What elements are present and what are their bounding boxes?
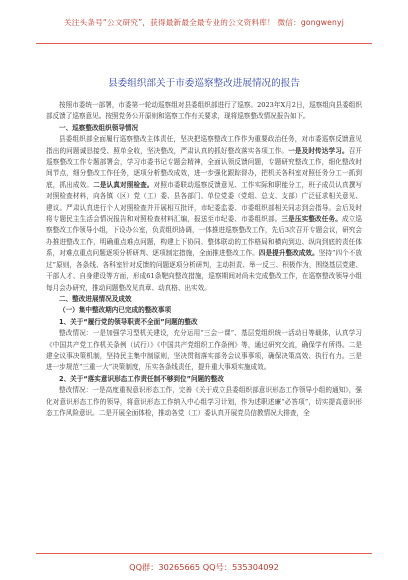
paragraph-text: 召开巡察整改工作专题部署会，学习市委书记专题会精神，全面认领反馈问题，专题研究整改工作，细化整改时间节点，细分整改工作任务，逐项分析整改成效，进一步强化跟踪督办，把机关各科室对照任务分工一抓到底，抓出成效。	[46, 146, 363, 189]
paragraph-intro: 按照市委统一部署，市委第一轮动巡察组对县委组织部进行了巡察。2023年X月2日，巡察组向县委组织部反馈了巡察意见。按照党务公开原则和巡察工作有关要求，现将巡察整改情况报告如下。	[46, 101, 362, 121]
section-heading-1: 一、巡察整改组织领导情况	[59, 123, 139, 132]
footer-contact: QQ群：30265665 QQ号：535304092	[129, 562, 279, 572]
paragraph-item-2: 整改情况：一是高度重视意识形态工作，完善《关于成立县委组织部意识形态工作领导小组的通知》，强化对意识形态工作的领导，将意识形态工作纳入中心组学习计划，作为述职述廉“必答项”，切实提高意识形态工作风险意识。二是开展全面体检，推动各党（工）委认真开展党员信教情况大排查，全	[46, 386, 362, 417]
bold-lead: 一是及时传达学习。	[288, 146, 349, 155]
bottom-divider	[36, 553, 372, 554]
paragraph-text: 县委组织部全面履行巡察整改主体责任，坚决把巡察整改工作作为重要政治任务，对市委巡察反馈意见指出的问题诚恳接受、照单全收，坚决整改，严肃认真的抓好整改落实各项工作。	[46, 135, 362, 155]
paragraph-leadership	[46, 134, 362, 294]
item-heading-2: 2、关于“落实意识形态工作责任制不够到位”问题的整改	[59, 374, 224, 383]
subsection-heading-1: （一）集中整改期内已完成的整改事项	[59, 306, 172, 315]
bold-lead: 三是压实整改任务。	[281, 215, 342, 224]
paragraph-item-1: 整改情况：一是加强学习型机关建设，充分运用“三会一课”、基层党组织统一活动日等载体，认真学习《中国共产党工作机关条例（试行）》《中国共产党组织工作条例》等，通过研究交流，确保学有所得。二是建全议事决策机制，坚持民主集中制原则，坚决贯彻落实部务会议事事项，确保决策高效、执行有力。三是进一步规范“三重一大”决策制度，压实各条线责任，提升重大事项实施成效。	[46, 329, 362, 372]
section-heading-2: 二、整改进展情况及成效	[59, 294, 132, 303]
top-divider	[36, 43, 372, 44]
document-body	[46, 100, 362, 419]
paragraph-text: 成立巡察整改工作领导小组，下设办公室，负责组织协调，一体推进巡察整改工作，先后3次召开专题会议，研究会办推进整改工作，明确重点难点问题，构建上下协同、整体联动的工作格局和横向到边、纵向到底的责任体系，对难点重点问题逐项分析研判、逐项制定措施，全面推进整改工作。	[46, 215, 363, 258]
top-banner	[0, 0, 408, 44]
bold-lead: 二是认真对照检查。	[93, 180, 154, 189]
document-title: 县委组织部关于市委巡察整改进展情况的报告	[108, 78, 300, 89]
paragraph-text: 坚持“四个不放过”原则，各条线、各科室针对反馈的问题逐项分析研判，主动担责、举一反三、积极作为，围绕基层党建、干部人才、自身建设等方面，形成61条靶向整改措施，巡察期间对尚未完成整改工作，在巡察整改领导小组每月会办研究，推动问题整改见真章、动真格、出实效。	[46, 249, 363, 292]
bold-lead: 四是提升整改成效。	[258, 249, 319, 258]
banner-text: 关注头条号“公文研究”，获得最新最全最专业的公文资料库！ 微信：gongwenyj	[63, 17, 345, 27]
paragraph-text: 对照市委联动巡察反馈意见、工作实际和职能分工，班子成员认真撰写对照检查材料，向各镇（区）党（工）委、县各部门、单位党委（党组、总支、支部）广泛征求相关意见、建议。严肃认真进行个人对照检查并开展相互批评，市纪委监委、市委组织部相关同志到会指导。会后及时将专题民主生活会情况报告和对照检查材料汇编，报送至市纪委、市委组织部。	[46, 180, 363, 224]
item-heading-1: 1、关于“履行党的领导职责不全面”问题的整改	[59, 317, 198, 326]
